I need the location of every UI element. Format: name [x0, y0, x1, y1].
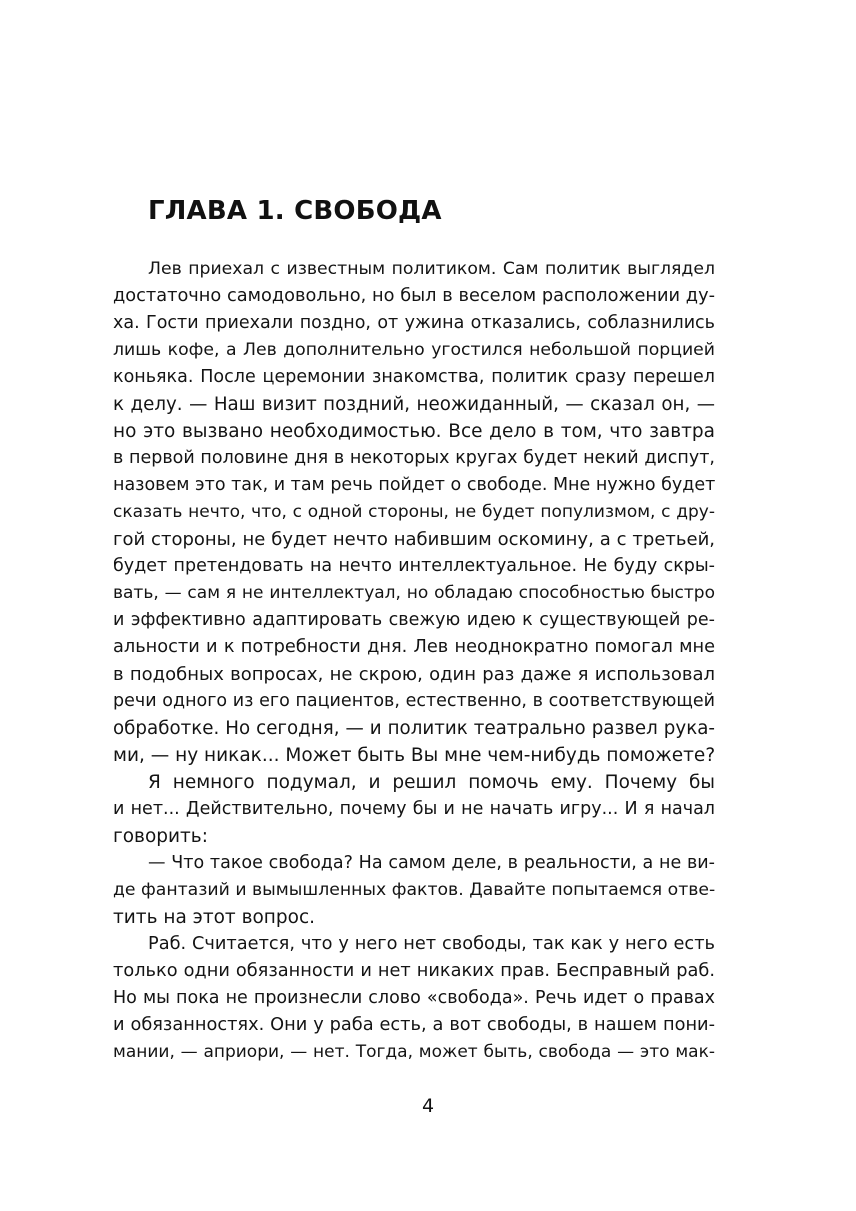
text-line: достаточно самодовольно, но был в веселом расположении ду-	[113, 286, 715, 306]
text-line: Но мы пока не произнесли слово «свобода». Речь идет о правах	[113, 988, 715, 1008]
text-line: тить на этот вопрос.	[113, 907, 316, 928]
page-number: 4	[421, 1095, 435, 1117]
text-line: де фантазий и вымышленных фактов. Давайте попытаемся отве-	[113, 880, 715, 900]
body-text	[113, 256, 715, 1066]
text-line: назовем это так, и там речь пойдет о свободе. Мне нужно будет	[113, 475, 715, 495]
text-line: и обязанностях. Они у раба есть, а вот свободы, в нашем пони-	[113, 1015, 715, 1035]
text-line: коньяка. После церемонии знакомства, политик сразу перешел	[113, 367, 715, 387]
text-line: сказать нечто, что, с одной стороны, не будет популизмом, с дру-	[113, 502, 715, 522]
text-line: говорить:	[113, 826, 208, 847]
text-line: обработке. Но сегодня, — и политик театрально развел рука-	[113, 718, 715, 739]
text-line: к делу. — Наш визит поздний, неожиданный, — сказал он, —	[113, 394, 715, 415]
text-line: лишь кофе, а Лев дополнительно угостился небольшой порцией	[113, 340, 715, 360]
text-line: гой стороны, не будет нечто набившим оскомину, а с третьей,	[113, 529, 715, 550]
text-line: Я немного подумал, и решил помочь ему. Почему бы	[148, 772, 715, 793]
text-line: но это вызвано необходимостью. Все дело в том, что завтра	[113, 421, 715, 442]
text-line: мании, — априори, — нет. Тогда, может быть, свобода — это мак-	[113, 1042, 715, 1062]
text-line: альности и к потребности дня. Лев неоднократно помогал мне	[113, 637, 715, 657]
text-line: Лев приехал с известным политиком. Сам политик выглядел	[148, 259, 715, 279]
text-line: в первой половине дня в некоторых кругах будет некий диспут,	[113, 448, 715, 468]
text-line: в подобных вопросах, не скрою, один раз даже я использовал	[113, 664, 715, 685]
text-line: вать, — сам я не интеллектуал, но обладаю способностью быстро	[113, 583, 715, 603]
text-line: Раб. Считается, что у него нет свободы, так как у него есть	[148, 934, 715, 954]
text-line: ха. Гости приехали поздно, от ужина отказались, соблазнились	[113, 313, 715, 333]
text-line: только одни обязанности и нет никаких прав. Бесправный раб.	[113, 961, 715, 981]
text-line: ми, — ну никак... Может быть Вы мне чем-нибудь поможете?	[113, 745, 715, 766]
text-line: речи одного из его пациентов, естественно, в соответствующей	[113, 691, 715, 711]
text-line: и эффективно адаптировать свежую идею к существующей ре-	[113, 610, 715, 630]
text-line: — Что такое свобода? На самом деле, в реальности, а не ви-	[148, 853, 715, 873]
text-line: будет претендовать на нечто интеллектуальное. Не буду скры-	[113, 556, 715, 576]
chapter-title: ГЛАВА 1. СВОБОДА	[148, 196, 442, 226]
text-line: и нет... Действительно, почему бы и не начать игру... И я начал	[113, 799, 715, 819]
